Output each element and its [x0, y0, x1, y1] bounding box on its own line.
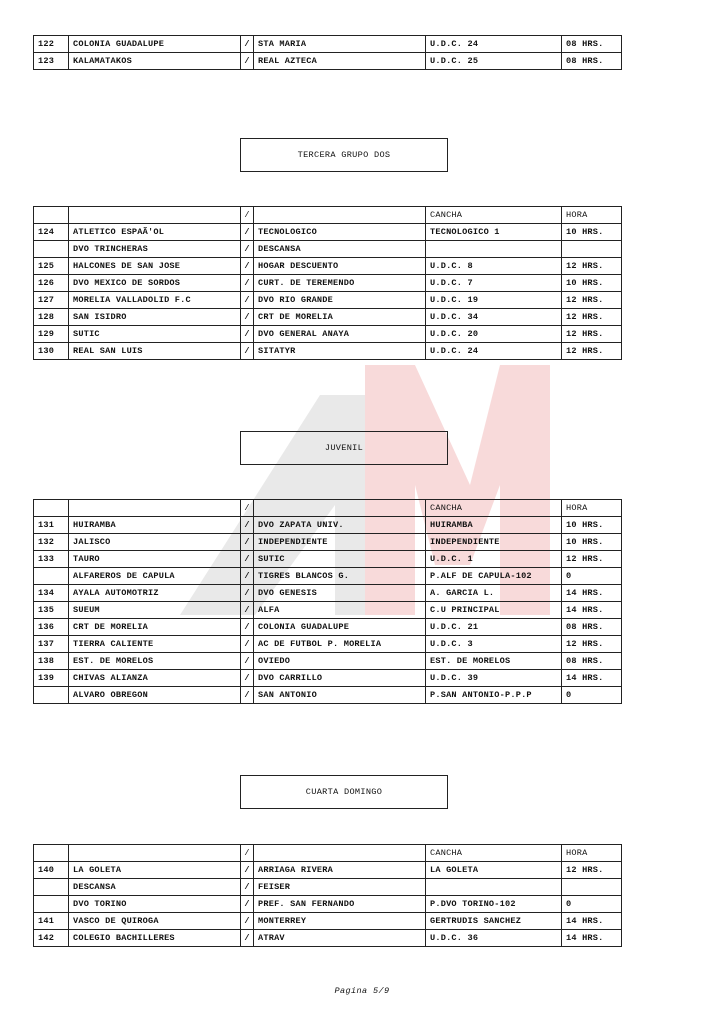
venue: U.D.C. 19 [426, 292, 562, 309]
venue: P.DVO TORINO-102 [426, 896, 562, 913]
home-team: COLEGIO BACHILLERES [69, 930, 241, 947]
home-team: SAN ISIDRO [69, 309, 241, 326]
table-row [34, 862, 622, 879]
home-team: HALCONES DE SAN JOSE [69, 258, 241, 275]
table-row [34, 326, 622, 343]
home-team: DVO TORINO [69, 896, 241, 913]
versus-separator: / [241, 241, 254, 258]
versus-separator: / [241, 862, 254, 879]
match-number [34, 241, 69, 258]
match-time: 10 HRS. [562, 517, 622, 534]
section-title-cuarta-domingo: CUARTA DOMINGO [240, 775, 448, 809]
versus-separator: / [241, 930, 254, 947]
match-number: 136 [34, 619, 69, 636]
venue: HUIRAMBA [426, 517, 562, 534]
venue: U.D.C. 39 [426, 670, 562, 687]
versus-separator: / [241, 292, 254, 309]
home-team: VASCO DE QUIROGA [69, 913, 241, 930]
home-team: ALFAREROS DE CAPULA [69, 568, 241, 585]
match-time: 12 HRS. [562, 551, 622, 568]
match-number: 142 [34, 930, 69, 947]
header-blank [69, 845, 241, 862]
venue: U.D.C. 36 [426, 930, 562, 947]
home-team: SUEUM [69, 602, 241, 619]
table-row [34, 687, 622, 704]
match-time: 12 HRS. [562, 343, 622, 360]
away-team: INDEPENDIENTE [254, 534, 426, 551]
match-number [34, 568, 69, 585]
away-team: DVO ZAPATA UNIV. [254, 517, 426, 534]
versus-separator: / [241, 585, 254, 602]
match-number [34, 879, 69, 896]
away-team: DESCANSA [254, 241, 426, 258]
home-team: SUTIC [69, 326, 241, 343]
match-time: 0 [562, 568, 622, 585]
away-team: CURT. DE TEREMENDO [254, 275, 426, 292]
match-time: 12 HRS. [562, 292, 622, 309]
venue: U.D.C. 7 [426, 275, 562, 292]
match-time: 10 HRS. [562, 224, 622, 241]
match-number: 132 [34, 534, 69, 551]
table-row [34, 670, 622, 687]
venue: C.U PRINCIPAL [426, 602, 562, 619]
versus-separator: / [241, 343, 254, 360]
match-time: 08 HRS. [562, 36, 622, 53]
schedule-table-continued [33, 35, 622, 70]
versus-separator: / [241, 602, 254, 619]
match-number: 133 [34, 551, 69, 568]
table-row [34, 913, 622, 930]
away-team: SITATYR [254, 343, 426, 360]
section-title-juvenil: JUVENIL [240, 431, 448, 465]
header-cancha: CANCHA [426, 207, 562, 224]
table-row [34, 619, 622, 636]
away-team: ALFA [254, 602, 426, 619]
match-time: 14 HRS. [562, 602, 622, 619]
header-blank [254, 207, 426, 224]
versus-separator: / [241, 636, 254, 653]
versus-separator: / [241, 36, 254, 53]
away-team: SUTIC [254, 551, 426, 568]
versus-separator: / [241, 309, 254, 326]
table-row [34, 275, 622, 292]
venue: U.D.C. 25 [426, 53, 562, 70]
away-team: CRT DE MORELIA [254, 309, 426, 326]
home-team: HUIRAMBA [69, 517, 241, 534]
venue: P.ALF DE CAPULA-102 [426, 568, 562, 585]
home-team: REAL SAN LUIS [69, 343, 241, 360]
table-header-row [34, 207, 622, 224]
away-team: ARRIAGA RIVERA [254, 862, 426, 879]
away-team: DVO GENESIS [254, 585, 426, 602]
schedule-table-cuarta-domingo [33, 844, 622, 947]
match-number: 135 [34, 602, 69, 619]
home-team: ALVARO OBREGON [69, 687, 241, 704]
match-time: 10 HRS. [562, 534, 622, 551]
venue: U.D.C. 21 [426, 619, 562, 636]
match-time: 08 HRS. [562, 619, 622, 636]
schedule-table-juvenil [33, 499, 622, 704]
table-row [34, 636, 622, 653]
home-team: DVO MEXICO DE SORDOS [69, 275, 241, 292]
header-cancha: CANCHA [426, 500, 562, 517]
match-number: 141 [34, 913, 69, 930]
match-number: 139 [34, 670, 69, 687]
header-blank [69, 500, 241, 517]
versus-separator: / [241, 568, 254, 585]
home-team: ATLETICO ESPAÃ'OL [69, 224, 241, 241]
versus-separator: / [241, 517, 254, 534]
table-row [34, 653, 622, 670]
match-number: 127 [34, 292, 69, 309]
match-time: 12 HRS. [562, 258, 622, 275]
match-time: 14 HRS. [562, 930, 622, 947]
venue: U.D.C. 3 [426, 636, 562, 653]
away-team: DVO RIO GRANDE [254, 292, 426, 309]
header-cancha: CANCHA [426, 845, 562, 862]
match-time [562, 879, 622, 896]
table-row [34, 585, 622, 602]
home-team: EST. DE MORELOS [69, 653, 241, 670]
table-row [34, 568, 622, 585]
versus-separator: / [241, 53, 254, 70]
away-team: AC DE FUTBOL P. MORELIA [254, 636, 426, 653]
header-hora: HORA [562, 207, 622, 224]
venue: INDEPENDIENTE [426, 534, 562, 551]
match-number: 130 [34, 343, 69, 360]
match-time: 12 HRS. [562, 862, 622, 879]
match-number: 134 [34, 585, 69, 602]
header-hora: HORA [562, 500, 622, 517]
match-number: 137 [34, 636, 69, 653]
table-row [34, 241, 622, 258]
away-team: PREF. SAN FERNANDO [254, 896, 426, 913]
match-number [34, 896, 69, 913]
header-blank [34, 845, 69, 862]
table-row [34, 36, 622, 53]
venue: TECNOLOGICO 1 [426, 224, 562, 241]
match-time: 14 HRS. [562, 913, 622, 930]
versus-separator: / [241, 879, 254, 896]
header-blank [69, 207, 241, 224]
header-blank [34, 500, 69, 517]
table-header-row [34, 500, 622, 517]
venue: U.D.C. 1 [426, 551, 562, 568]
versus-separator: / [241, 687, 254, 704]
header-separator: / [241, 845, 254, 862]
match-time: 12 HRS. [562, 636, 622, 653]
header-blank [254, 500, 426, 517]
home-team: JALISCO [69, 534, 241, 551]
versus-separator: / [241, 670, 254, 687]
table-row [34, 309, 622, 326]
table-row [34, 343, 622, 360]
away-team: MONTERREY [254, 913, 426, 930]
table-row [34, 930, 622, 947]
venue: U.D.C. 34 [426, 309, 562, 326]
match-number [34, 687, 69, 704]
header-separator: / [241, 207, 254, 224]
table-header-row [34, 845, 622, 862]
match-number: 129 [34, 326, 69, 343]
match-time [562, 241, 622, 258]
table-row [34, 258, 622, 275]
away-team: ATRAV [254, 930, 426, 947]
home-team: COLONIA GUADALUPE [69, 36, 241, 53]
table-row [34, 602, 622, 619]
versus-separator: / [241, 258, 254, 275]
venue: U.D.C. 24 [426, 36, 562, 53]
home-team: DESCANSA [69, 879, 241, 896]
venue: LA GOLETA [426, 862, 562, 879]
match-number: 126 [34, 275, 69, 292]
versus-separator: / [241, 913, 254, 930]
table-row [34, 53, 622, 70]
table-row [34, 879, 622, 896]
versus-separator: / [241, 896, 254, 913]
home-team: CHIVAS ALIANZA [69, 670, 241, 687]
match-number: 138 [34, 653, 69, 670]
home-team: LA GOLETA [69, 862, 241, 879]
venue: A. GARCIA L. [426, 585, 562, 602]
away-team: OVIEDO [254, 653, 426, 670]
match-number: 123 [34, 53, 69, 70]
header-blank [34, 207, 69, 224]
venue [426, 241, 562, 258]
table-row [34, 534, 622, 551]
table-row [34, 224, 622, 241]
home-team: DVO TRINCHERAS [69, 241, 241, 258]
match-time: 10 HRS. [562, 275, 622, 292]
away-team: COLONIA GUADALUPE [254, 619, 426, 636]
match-time: 0 [562, 687, 622, 704]
match-time: 08 HRS. [562, 653, 622, 670]
header-blank [254, 845, 426, 862]
versus-separator: / [241, 275, 254, 292]
match-time: 14 HRS. [562, 585, 622, 602]
match-number: 131 [34, 517, 69, 534]
match-time: 12 HRS. [562, 309, 622, 326]
match-number: 140 [34, 862, 69, 879]
venue: GERTRUDIS SANCHEZ [426, 913, 562, 930]
away-team: SAN ANTONIO [254, 687, 426, 704]
home-team: MORELIA VALLADOLID F.C [69, 292, 241, 309]
venue: P.SAN ANTONIO-P.P.P [426, 687, 562, 704]
home-team: CRT DE MORELIA [69, 619, 241, 636]
home-team: KALAMATAKOS [69, 53, 241, 70]
section-title-tercera-grupo-dos: TERCERA GRUPO DOS [240, 138, 448, 172]
header-separator: / [241, 500, 254, 517]
match-time: 12 HRS. [562, 326, 622, 343]
versus-separator: / [241, 551, 254, 568]
venue: U.D.C. 24 [426, 343, 562, 360]
table-row [34, 517, 622, 534]
home-team: TIERRA CALIENTE [69, 636, 241, 653]
away-team: FEISER [254, 879, 426, 896]
header-hora: HORA [562, 845, 622, 862]
table-row [34, 896, 622, 913]
away-team: REAL AZTECA [254, 53, 426, 70]
venue: U.D.C. 20 [426, 326, 562, 343]
versus-separator: / [241, 619, 254, 636]
versus-separator: / [241, 224, 254, 241]
match-number: 122 [34, 36, 69, 53]
home-team: TAURO [69, 551, 241, 568]
table-row [34, 292, 622, 309]
match-number: 128 [34, 309, 69, 326]
home-team: AYALA AUTOMOTRIZ [69, 585, 241, 602]
venue: EST. DE MORELOS [426, 653, 562, 670]
away-team: TIGRES BLANCOS G. [254, 568, 426, 585]
match-number: 125 [34, 258, 69, 275]
versus-separator: / [241, 534, 254, 551]
away-team: STA MARIA [254, 36, 426, 53]
table-row [34, 551, 622, 568]
match-number: 124 [34, 224, 69, 241]
away-team: DVO CARRILLO [254, 670, 426, 687]
match-time: 08 HRS. [562, 53, 622, 70]
away-team: TECNOLOGICO [254, 224, 426, 241]
match-time: 0 [562, 896, 622, 913]
versus-separator: / [241, 653, 254, 670]
away-team: DVO GENERAL ANAYA [254, 326, 426, 343]
versus-separator: / [241, 326, 254, 343]
venue [426, 879, 562, 896]
schedule-table-tercera-grupo-dos [33, 206, 622, 360]
match-time: 14 HRS. [562, 670, 622, 687]
venue: U.D.C. 8 [426, 258, 562, 275]
away-team: HOGAR DESCUENTO [254, 258, 426, 275]
page-number: Pagina 5/9 [334, 986, 390, 996]
